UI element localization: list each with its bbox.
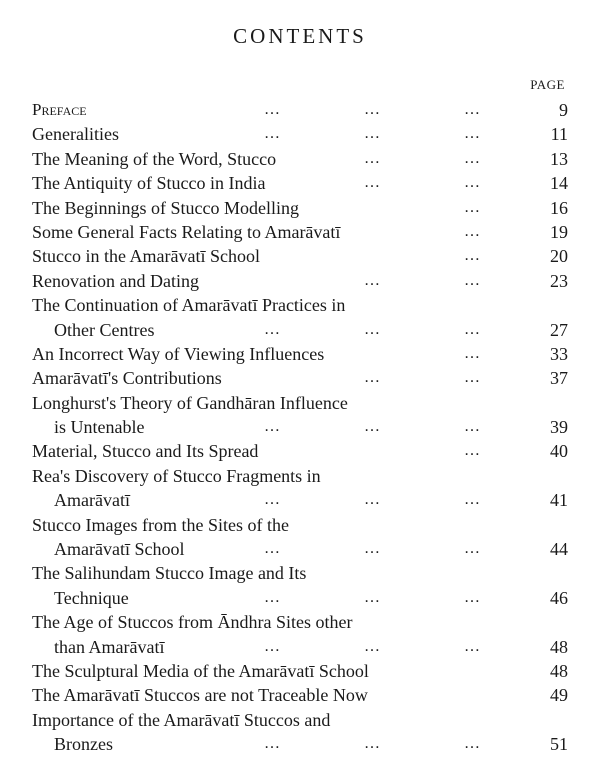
page-number: 51 (550, 734, 568, 755)
toc-line (32, 122, 572, 146)
toc-line (32, 269, 572, 293)
page-number: 49 (550, 685, 568, 706)
toc-line (32, 464, 572, 488)
page-number: 48 (550, 636, 568, 657)
page-number: 23 (550, 270, 568, 291)
page-number: 19 (550, 221, 568, 242)
leader-dots: … (264, 588, 281, 606)
page-number: 20 (550, 246, 568, 267)
leader-dots: … (264, 125, 281, 143)
toc-line (32, 683, 572, 707)
toc-line (32, 147, 572, 171)
leader-dots: … (364, 491, 381, 509)
toc-entry-title: The Sculptural Media of the Amarāvatī School (32, 660, 369, 681)
toc-entry-title: Technique (54, 587, 129, 608)
toc-line (32, 513, 572, 537)
page-number: 46 (550, 587, 568, 608)
toc-line (32, 659, 572, 683)
leader-dots: … (464, 637, 481, 655)
page-number: 44 (550, 539, 568, 560)
toc-line (32, 561, 572, 585)
toc-entry-title: An Incorrect Way of Viewing Influences (32, 343, 325, 364)
leader-dots: … (364, 320, 381, 338)
leader-dots: … (364, 369, 381, 387)
page-number: 16 (550, 197, 568, 218)
leader-dots: … (464, 271, 481, 289)
leader-dots: … (464, 174, 481, 192)
toc-entry-title: The Amarāvatī Stuccos are not Traceable Now (32, 685, 368, 706)
leader-dots: … (464, 369, 481, 387)
leader-dots: … (364, 149, 381, 167)
toc-line (32, 415, 572, 439)
leader-dots: … (464, 320, 481, 338)
leader-dots: … (464, 344, 481, 362)
leader-dots: … (364, 271, 381, 289)
toc-entry-title: Importance of the Amarāvatī Stuccos and (32, 709, 331, 730)
toc-line (32, 171, 572, 195)
leader-dots: … (364, 735, 381, 753)
leader-dots: … (464, 491, 481, 509)
toc-entry-title: Preface (32, 100, 87, 119)
leader-dots: … (364, 637, 381, 655)
toc-line (32, 708, 572, 732)
page-number: 48 (550, 660, 568, 681)
toc-entry-title: The Salihundam Stucco Image and Its (32, 563, 307, 584)
page-column-header: PAGE (530, 77, 565, 92)
toc-line (32, 732, 572, 756)
toc-entry-title: Stucco in the Amarāvatī School (32, 246, 260, 267)
leader-dots: … (264, 637, 281, 655)
page-number: 41 (550, 490, 568, 511)
toc-line (32, 635, 572, 659)
page-number: 33 (550, 343, 568, 364)
toc-entry-title: The Age of Stuccos from Āndhra Sites other (32, 612, 353, 633)
toc-line (32, 318, 572, 342)
leader-dots: … (364, 588, 381, 606)
page-number: 27 (550, 319, 568, 340)
leader-dots: … (364, 125, 381, 143)
leader-dots: … (464, 198, 481, 216)
toc-line (32, 586, 572, 610)
leader-dots: … (264, 735, 281, 753)
toc-entry-title: The Continuation of Amarāvatī Practices in (32, 295, 346, 316)
toc-line (32, 342, 572, 366)
leader-dots: … (364, 174, 381, 192)
toc-entry-title: Other Centres (54, 319, 155, 340)
leader-dots: … (464, 735, 481, 753)
leader-dots: … (264, 491, 281, 509)
toc-line (32, 244, 572, 268)
toc-entry-title: Stucco Images from the Sites of the (32, 514, 289, 535)
toc-line (32, 293, 572, 317)
toc-entry-title: Material, Stucco and Its Spread (32, 441, 259, 462)
toc-line (32, 220, 572, 244)
toc-line (32, 366, 572, 390)
toc-line (32, 196, 572, 220)
leader-dots: … (464, 125, 481, 143)
page-number: 37 (550, 368, 568, 389)
contents-title: CONTENTS (233, 24, 367, 48)
page-number: 9 (559, 100, 568, 120)
page-number: 40 (550, 441, 568, 462)
leader-dots: … (464, 418, 481, 436)
leader-dots: … (364, 540, 381, 558)
leader-dots: … (464, 247, 481, 265)
page-number: 11 (550, 124, 568, 145)
toc-entry-title: The Antiquity of Stucco in India (32, 173, 266, 194)
page-number: 13 (550, 148, 568, 169)
toc-entry-title: than Amarāvatī (54, 636, 165, 657)
toc-entry-title: Renovation and Dating (32, 270, 199, 291)
leader-dots: … (364, 418, 381, 436)
table-of-contents (32, 98, 572, 757)
leader-dots: … (464, 540, 481, 558)
toc-entry-title: Rea's Discovery of Stucco Fragments in (32, 465, 321, 486)
toc-line (32, 439, 572, 463)
toc-entry-title: Some General Facts Relating to Amarāvatī (32, 221, 341, 242)
leader-dots: … (464, 588, 481, 606)
leader-dots: … (464, 222, 481, 240)
toc-entry-title: Amarāvatī (54, 490, 130, 511)
toc-line (32, 488, 572, 512)
leader-dots: … (264, 540, 281, 558)
toc-line (32, 391, 572, 415)
toc-entry-title: Bronzes (54, 734, 113, 755)
leader-dots: … (464, 101, 481, 118)
leader-dots: … (464, 149, 481, 167)
toc-line (32, 98, 572, 122)
leader-dots: … (464, 442, 481, 460)
page-number: 39 (550, 417, 568, 438)
leader-dots: … (364, 101, 381, 118)
leader-dots: … (264, 320, 281, 338)
page-number: 14 (550, 173, 568, 194)
leader-dots: … (264, 101, 281, 118)
toc-entry-title: Generalities (32, 124, 119, 145)
toc-entry-title: Amarāvatī's Contributions (32, 368, 222, 389)
leader-dots: … (264, 418, 281, 436)
toc-entry-title: is Untenable (54, 417, 145, 438)
toc-entry-title: The Beginnings of Stucco Modelling (32, 197, 299, 218)
toc-entry-title: Longhurst's Theory of Gandhāran Influence (32, 392, 348, 413)
toc-entry-title: The Meaning of the Word, Stucco (32, 148, 277, 169)
toc-line (32, 610, 572, 634)
toc-entry-title: Amarāvatī School (54, 539, 185, 560)
toc-line (32, 537, 572, 561)
